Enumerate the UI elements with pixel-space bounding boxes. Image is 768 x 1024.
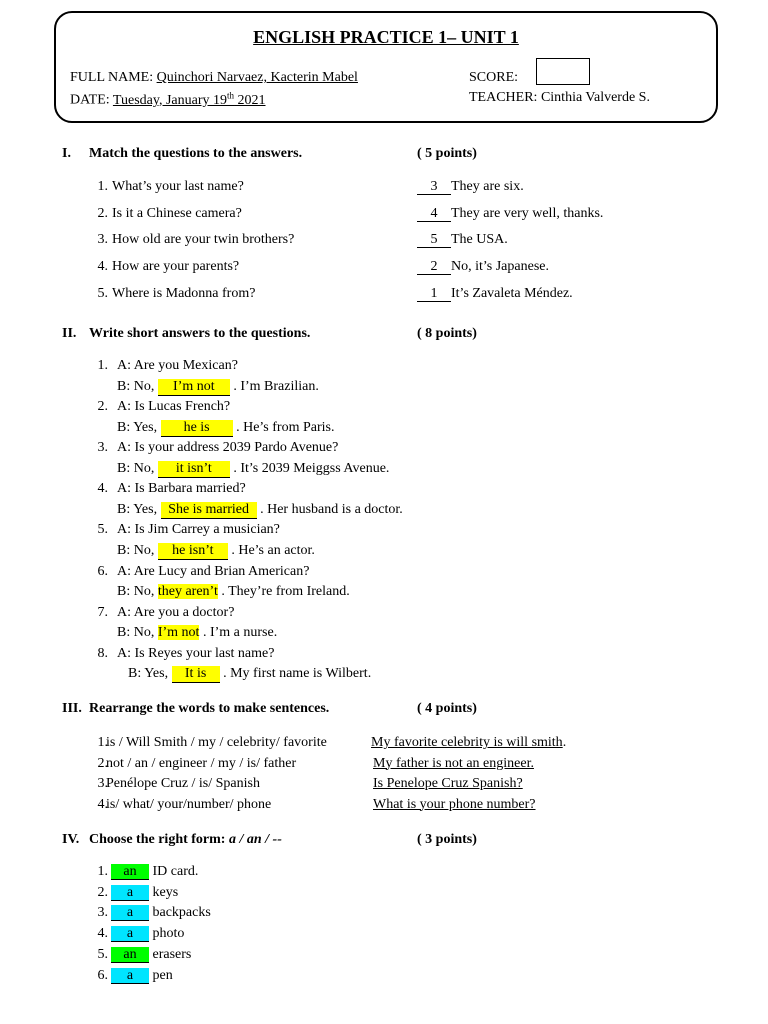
document-title: ENGLISH PRACTICE 1– UNIT 1: [253, 27, 519, 47]
short-answer: She is married: [161, 502, 257, 519]
match-answer: [417, 232, 508, 248]
answer-prefix: B: Yes,: [117, 419, 161, 435]
article-noun: pen: [149, 967, 173, 983]
answer-rest: . He’s an actor.: [227, 542, 315, 558]
teacher-value: Cinthia Valverde S.: [540, 90, 650, 105]
item-number: 5.: [97, 946, 108, 962]
match-answer-text: They are six.: [451, 179, 524, 194]
article-choice: [111, 947, 191, 963]
answer-prefix: B: No,: [117, 460, 158, 476]
section-3-points: ( 4 points): [417, 701, 477, 716]
match-question: How are your parents?: [112, 259, 240, 275]
item-number: 5.: [97, 285, 108, 301]
match-answer-number: 3: [417, 179, 451, 195]
answer-prefix: B: No,: [117, 378, 158, 394]
item-number: 3.: [97, 440, 108, 456]
article-noun: backpacks: [149, 905, 211, 921]
match-question: What’s your last name?: [112, 179, 244, 194]
answer-line: [117, 379, 319, 396]
article-choice: [111, 864, 198, 880]
score-box: [536, 58, 590, 85]
scrambled-words: Penélope Cruz / is/ Spanish: [106, 776, 260, 791]
article-noun: photo: [149, 926, 185, 942]
article-noun: ID card.: [149, 864, 199, 879]
short-answer: I’m not: [157, 625, 200, 641]
article-answer: a: [111, 885, 149, 901]
scrambled-words: not / an / engineer / my / is/ father: [106, 755, 297, 771]
answer-prefix: B: No,: [117, 584, 158, 599]
section-1-points: ( 5 points): [417, 146, 477, 161]
answer-rest: . I’m Brazilian.: [229, 378, 319, 394]
article-answer: a: [111, 968, 149, 984]
section-2-title: II. Write short answers to the questions.: [62, 326, 311, 341]
answer-line: [128, 666, 371, 683]
item-number: 4.: [97, 926, 108, 942]
answer-line: [117, 420, 334, 437]
article-noun: erasers: [149, 946, 192, 962]
answer-prefix: B: Yes,: [117, 501, 161, 517]
answer-line: [117, 584, 350, 600]
answer-prefix: B: Yes,: [128, 666, 172, 682]
answer-rest: . I’m a nurse.: [199, 625, 278, 641]
full-name-line: [70, 70, 358, 86]
match-answer: [417, 286, 573, 302]
sentence-answer-text: Is Penelope Cruz Spanish?: [373, 776, 523, 791]
match-answer-text: It’s Zavaleta Méndez.: [451, 285, 573, 301]
article-choice: [111, 905, 211, 921]
item-number: 5.: [97, 522, 108, 538]
question-line: A: Is your address 2039 Pardo Avenue?: [117, 440, 339, 456]
item-number: 3.: [97, 232, 108, 248]
scrambled-words: is / Will Smith / my / celebrity/ favorite: [106, 735, 327, 750]
sentence-answer-text: My favorite celebrity is will smith: [371, 735, 563, 750]
answer-line: [117, 502, 403, 519]
question-line: A: Are you a doctor?: [117, 604, 235, 620]
short-answer: they aren’t: [157, 584, 218, 599]
answer-rest: . It’s 2039 Meiggss Avenue.: [229, 460, 390, 476]
answer-prefix: B: No,: [117, 542, 158, 558]
match-answer: [417, 179, 524, 195]
full-name-label: FULL NAME:: [70, 70, 154, 85]
match-answer-text: No, it’s Japanese.: [451, 259, 549, 275]
answer-rest: . He’s from Paris.: [232, 419, 335, 435]
section-2-points: ( 8 points): [417, 326, 477, 341]
item-number: 2.: [97, 399, 108, 415]
item-number: 6.: [97, 967, 108, 983]
match-answer: [417, 206, 603, 222]
article-choice: [111, 926, 184, 942]
match-question: Is it a Chinese camera?: [112, 205, 242, 221]
section-1-title: I. Match the questions to the answers.: [62, 146, 303, 161]
section-4-points: ( 3 points): [417, 832, 477, 847]
item-number: 6.: [97, 563, 108, 579]
answer-rest: . They’re from Ireland.: [217, 584, 350, 599]
match-answer-text: They are very well, thanks.: [451, 205, 604, 221]
item-number: 2.: [97, 884, 108, 900]
score-label: SCORE:: [469, 70, 519, 85]
sentence-answer-text: What is your phone number?: [373, 796, 536, 812]
answer-line: [117, 543, 315, 560]
header-box: [54, 11, 718, 123]
item-number: 1.: [97, 358, 108, 373]
article-answer: a: [111, 926, 149, 942]
date-label: DATE:: [70, 92, 110, 108]
item-number: 4.: [97, 796, 108, 812]
question-line: A: Is Reyes your last name?: [117, 645, 275, 661]
short-answer: I’m not: [158, 379, 230, 396]
article-noun: keys: [149, 884, 179, 900]
match-answer: [417, 259, 549, 275]
article-answer: an: [111, 947, 149, 963]
short-answer: he isn’t: [158, 543, 228, 560]
sentence-answer: [373, 797, 536, 813]
sentence-answer: [371, 735, 566, 751]
sentence-answer-end: .: [562, 735, 567, 750]
item-number: 1.: [97, 179, 108, 194]
teacher-line: [469, 90, 650, 106]
article-answer: a: [111, 905, 149, 921]
short-answer: It is: [172, 666, 220, 683]
scrambled-words: is/ what/ your/number/ phone: [106, 796, 272, 812]
date-line: [70, 90, 266, 109]
question-line: A: Are Lucy and Brian American?: [117, 563, 310, 579]
short-answer: he is: [161, 420, 233, 437]
match-answer-text: The USA.: [451, 232, 508, 248]
match-answer-number: 1: [417, 286, 451, 302]
full-name-value: Quinchori Narvaez, Kacterin Mabel: [156, 70, 358, 85]
answer-line: [117, 461, 389, 478]
item-number: 1.: [97, 864, 108, 879]
match-question: How old are your twin brothers?: [112, 232, 295, 248]
item-number: 4.: [97, 481, 108, 497]
question-line: A: Are you Mexican?: [117, 358, 238, 373]
item-number: 2.: [97, 755, 108, 771]
article-answer: an: [111, 864, 149, 880]
item-number: 3.: [97, 776, 108, 791]
match-answer-number: 4: [417, 206, 451, 222]
item-number: 3.: [97, 905, 108, 921]
match-answer-number: 5: [417, 232, 451, 248]
sentence-answer-text: My father is not an engineer.: [373, 755, 534, 771]
match-answer-number: 2: [417, 259, 451, 275]
item-number: 8.: [97, 645, 108, 661]
item-number: 7.: [97, 604, 108, 620]
answer-rest: . Her husband is a doctor.: [256, 501, 403, 517]
answer-line: [117, 625, 277, 641]
question-line: A: Is Jim Carrey a musician?: [117, 522, 280, 538]
item-number: 4.: [97, 259, 108, 275]
question-line: A: Is Barbara married?: [117, 481, 246, 497]
item-number: 2.: [97, 205, 108, 221]
sentence-answer: [373, 776, 523, 792]
answer-rest: . My first name is Wilbert.: [219, 666, 372, 682]
answer-prefix: B: No,: [117, 625, 158, 641]
short-answer: it isn’t: [158, 461, 230, 478]
section-3-title: III. Rearrange the words to make sentences.: [62, 701, 330, 716]
match-question: Where is Madonna from?: [112, 285, 256, 301]
item-number: 1.: [97, 735, 108, 750]
article-choice: [111, 968, 173, 984]
teacher-label: TEACHER:: [469, 90, 538, 105]
sentence-answer: [373, 756, 534, 772]
question-line: A: Is Lucas French?: [117, 399, 231, 415]
article-choice: [111, 885, 178, 901]
date-value: Tuesday, January 19th 2021: [112, 90, 266, 108]
section-4-title: IV. Choose the right form: a / an / --: [62, 832, 282, 847]
